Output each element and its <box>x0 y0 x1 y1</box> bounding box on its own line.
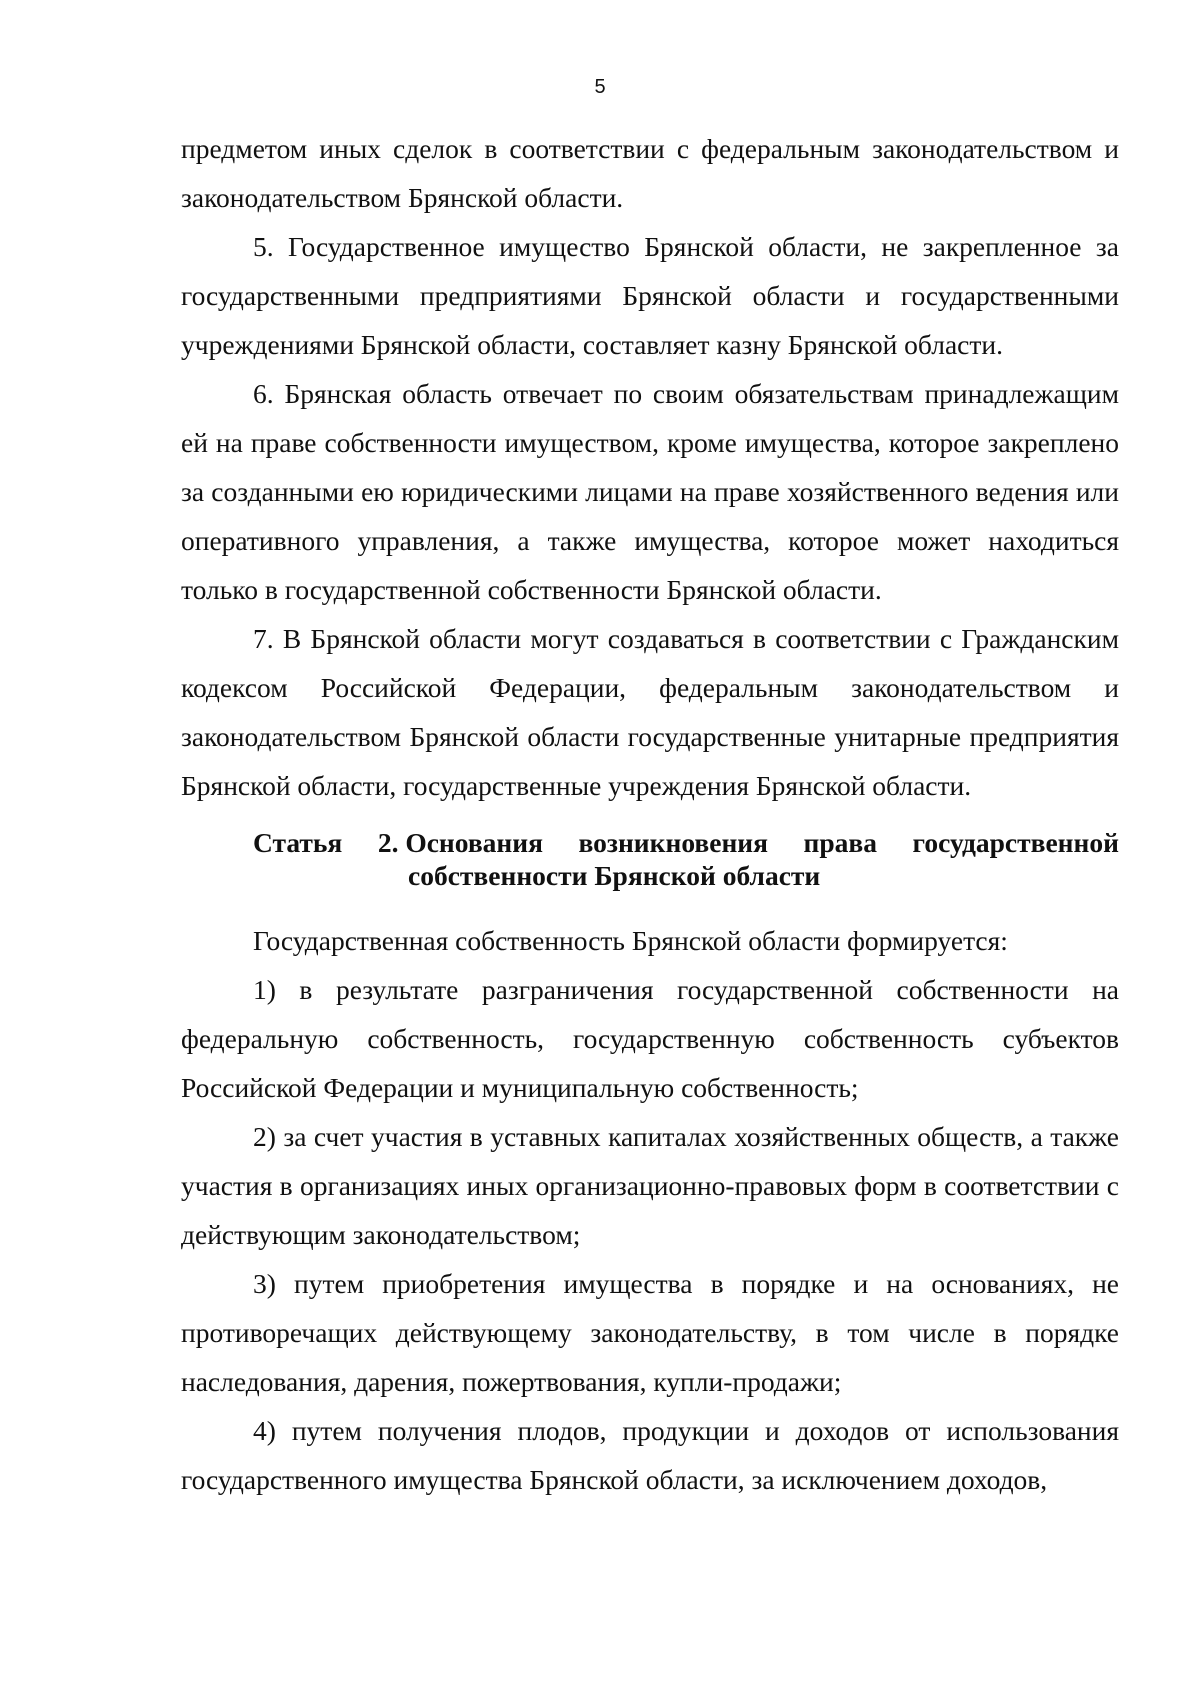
list-item-1: 1) в результате разграничения государственной собственности на федеральную собственность, государственную собственность субъектов Российской Федерации и муниципальную собственность; <box>181 974 1119 1103</box>
list-item-2: 2) за счет участия в уставных капиталах хозяйственных обществ, а также участия в организациях иных организационно-правовых форм в соответствии с действующим законодательством; <box>181 1121 1119 1250</box>
article-heading-line2: собственности Брянской области <box>408 860 821 891</box>
article-heading-line1 <box>253 826 1119 859</box>
paragraph-item-5: 5. Государственное имущество Брянской области, не закрепленное за государственными предприятиями Брянской области и государственными учреждениями Брянской области, составляет казну Брянской области. <box>181 231 1119 360</box>
article-heading-word: возникновения <box>578 827 769 858</box>
article-heading <box>181 826 1119 892</box>
list-item-3: 3) путем приобретения имущества в порядке и на основаниях, не противоречащих действующему законодательству, в том числе в порядке наследования, дарения, пожертвования, купли-продажи; <box>181 1268 1119 1397</box>
paragraph-intro: Государственная собственность Брянской области формируется: <box>253 925 1008 956</box>
paragraph-item-7: 7. В Брянской области могут создаваться в соответствии с Гражданским кодексом Российской Федерации, федеральным законодательством и законодательством Брянской области государственные унитарные предприятия Брянской области, государственные учреждения Брянской области. <box>181 623 1119 801</box>
article-heading-word: 2. Основания <box>377 827 543 858</box>
paragraph-item-6: 6. Брянская область отвечает по своим обязательствам принадлежащим ей на праве собственности имуществом, кроме имущества, которое закреплено за созданными ею юридическими лицами на праве хозяйственного ведения или оперативного управления, а также имущества, которое может находиться только в государственной собственности Брянской области. <box>181 378 1119 605</box>
page-number: 5 <box>594 76 606 98</box>
document-body <box>181 124 1119 1504</box>
article-heading-word: Статья <box>253 827 343 858</box>
paragraph-continuation: предметом иных сделок в соответствии с федеральным законодательством и законодательством Брянской области. <box>181 133 1119 213</box>
list-item-4: 4) путем получения плодов, продукции и доходов от использования государственного имущества Брянской области, за исключением доходов, <box>181 1415 1119 1495</box>
article-heading-word: государственной <box>912 827 1119 858</box>
article-heading-word: права <box>803 827 878 858</box>
